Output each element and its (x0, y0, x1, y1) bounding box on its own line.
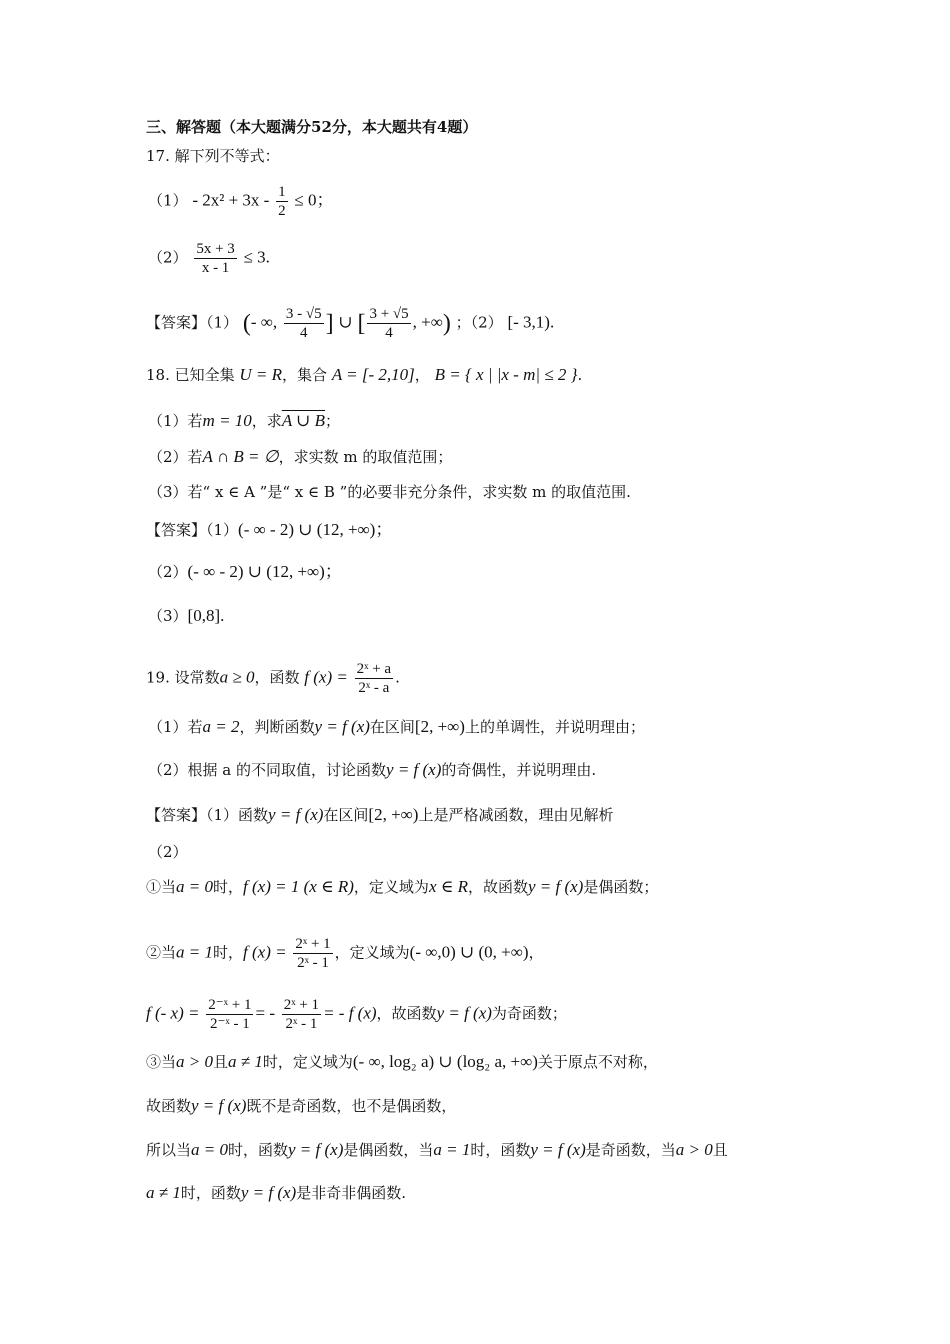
q18-stem: 18. 已知全集 U = R，集合 A = [- 2,10]， B = { x | |x - m| ≤ 2 }. (146, 365, 583, 384)
fraction: $\frac{\text{2ˣ + 1}}{\text{2ˣ - 1}}$ (295, 936, 331, 971)
q19-part2: （2）根据 a 的不同取值，讨论函数y = f (x)的奇偶性，并说明理由. (148, 760, 597, 779)
q18-answer1: 【答案】（1）(- ∞ - 2) ∪ (12, +∞)； (146, 520, 393, 539)
q17-stem: 17. 解下列不等式： (146, 147, 280, 165)
q19-case3-conclusion: 故函数y = f (x)既不是奇函数，也不是偶函数， (146, 1096, 457, 1115)
fraction: $\frac{\text{2ˣ + 1}}{\text{2ˣ - 1}}$ (283, 997, 320, 1032)
q17-answer: 【答案】（1） (- ∞, $\frac{3 - √5}{4}$ ] ∪ [ $\frac{3 + √5}{4}$ , +∞) ；（2） [- 3,1). (146, 306, 555, 341)
q19-answer2-label: （2） (148, 843, 188, 861)
q17-part1: （1） - 2x² + 3x - $\frac{1}{2}$ ≤ 0； (148, 184, 334, 219)
q18-part3: （3）若“ x ∈ A ”是“ x ∈ B ”的必要非充分条件，求实数 m 的取值范围. (148, 483, 631, 501)
q19-case2: ②当a = 1时，f (x) = $\frac{\text{2ˣ + 1}}{\text{2ˣ - 1}}$ ，定义域为(- ∞,0) ∪ (0, +∞)， (146, 936, 544, 971)
q19-case1: ①当a = 0时，f (x) = 1 (x ∈ R)，定义域为x ∈ R，故函数y = f (x)是偶函数； (146, 877, 659, 896)
q18-part1: （1）若m = 10，求A ∪ B； (148, 411, 341, 430)
q18-part2: （2）若A ∩ B = ∅，求实数 m 的取值范围； (148, 447, 453, 466)
q19-case3: ③当a > 0且a ≠ 1时，定义域为(- ∞, log₂ a) ∪ (log₂ a, +∞)关于原点不对称， (146, 1052, 658, 1071)
q19-answer1: 【答案】（1）函数y = f (x)在区间[2, +∞)上是严格减函数，理由见解析 (146, 805, 614, 824)
q19-summary: 所以当a = 0时，函数y = f (x)是偶函数，当a = 1时，函数y = f (x)是奇函数，当a > 0且 (146, 1140, 728, 1159)
fraction: $\frac{\text{2ˣ + a}}{\text{2ˣ - a}}$ (356, 661, 392, 696)
fraction: $\frac{1}{2}$ (278, 184, 286, 219)
fraction: $\frac{\text{2⁻ˣ + 1}}{\text{2⁻ˣ - 1}}$ (208, 997, 252, 1032)
q18-answer3: （3）[0,8]. (148, 606, 225, 625)
q19-case2-proof: f (- x) = $\frac{\text{2⁻ˣ + 1}}{\text{2⁻ˣ - 1}}$ = - $\frac{\text{2ˣ + 1}}{\text{2ˣ - 1}}$ = - f (x)，故函数y = f (x)为奇函数； (146, 997, 567, 1032)
section-title: 三、解答题（本大题满分52分，本大题共有4题） (146, 118, 478, 136)
q19-stem: 19. 设常数a ≥ 0，函数 f (x) = $\frac{\text{2ˣ + a}}{\text{2ˣ - a}}$ . (146, 661, 400, 696)
fraction: $\frac{5x + 3}{x - 1}$ (196, 241, 235, 276)
q18-answer2: （2）(- ∞ - 2) ∪ (12, +∞)； (148, 562, 342, 581)
fraction: $\frac{3 - √5}{4}$ (285, 306, 322, 341)
fraction: $\frac{3 + √5}{4}$ (369, 306, 409, 341)
q19-summary-cont: a ≠ 1时，函数y = f (x)是非奇非偶函数. (146, 1183, 406, 1202)
q19-part1: （1）若a = 2，判断函数y = f (x)在区间[2, +∞)上的单调性，并说明理由； (148, 717, 645, 736)
q17-part2: （2） $\frac{5x + 3}{x - 1}$ ≤ 3. (148, 241, 270, 276)
